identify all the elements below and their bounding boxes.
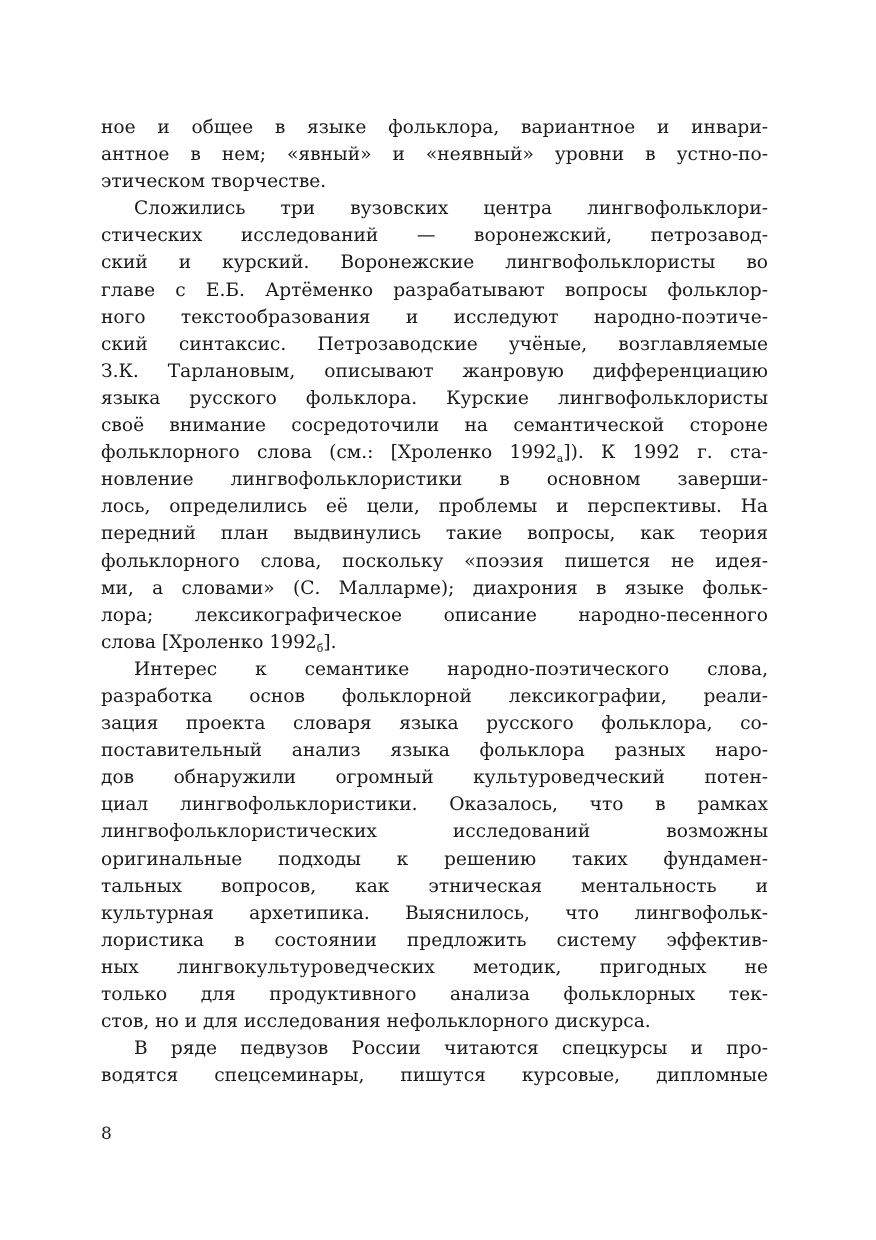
text-line: лора; лексикографическое описание народно-песенного (101, 604, 768, 626)
text-line: стов, но и для исследования нефольклорного дискурса. (101, 1011, 651, 1033)
text-line: З.К. Тарлановым, описывают жанровую дифференциацию (101, 360, 768, 382)
text-line: ных лингвокультуроведческих методик, пригодных не (101, 956, 768, 978)
text-line: ного текстообразования и исследуют народно-поэтиче- (101, 306, 768, 328)
text-line: лось, определились её цели, проблемы и перспективы. На (101, 496, 768, 518)
text-line: разработка основ фольклорной лексикографии, реали- (101, 685, 768, 707)
body-text (101, 114, 768, 1089)
subscript-mark: б (316, 641, 324, 655)
text-segment: слова [Хроленко 1992 (101, 631, 317, 653)
text-line: своё внимание сосредоточили на семантической стороне (101, 415, 768, 437)
text-segment: фольклорного слова (см.: [Хроленко 1992 (101, 442, 557, 464)
text-line: ми, а словами» (С. Малларме); диахрония в языке фольк- (101, 577, 768, 599)
text-line: новление лингвофольклористики в основном заверши- (101, 469, 768, 491)
text-line: только для продуктивного анализа фольклорных тек- (101, 984, 768, 1005)
text-line: тальных вопросов, как этническая ментальность и (101, 875, 768, 897)
text-line: лористика в состоянии предложить систему эффектив- (101, 929, 768, 951)
text-line: лингвофольклористических исследований возможны (101, 821, 768, 843)
text-line: водятся спецсеминары, пишутся курсовые, дипломные (101, 1065, 768, 1087)
text-line: В ряде педвузов России читаются спецкурсы и про- (134, 1038, 768, 1060)
text-line: ное и общее в языке фольклора, вариантное и инвари- (101, 117, 768, 138)
text-line: дов обнаружили огромный культуроведческий потен- (101, 767, 768, 789)
text-segment: ]). К 1992 г. ста- (563, 442, 768, 464)
subscript-mark: а (556, 452, 564, 466)
text-line (101, 439, 768, 466)
text-line: фольклорного слова, поскольку «поэзия пишется не идея- (101, 550, 768, 572)
page-number: 8 (101, 1124, 112, 1144)
text-line: антное в нем; «явный» и «неявный» уровни в устно-по- (101, 144, 768, 166)
text-line (101, 629, 768, 656)
text-segment: ]. (323, 631, 337, 653)
text-line: главе с Е.Б. Артёменко разрабатывают вопросы фольклор- (101, 279, 768, 301)
text-line: ский синтаксис. Петрозаводские учёные, возглавляемые (101, 333, 768, 355)
text-line: стических исследований — воронежский, петрозавод- (101, 225, 768, 247)
text-line: языка русского фольклора. Курские лингвофольклористы (101, 387, 768, 409)
text-line: Интерес к семантике народно-поэтического слова, (134, 658, 768, 680)
text-line: передний план выдвинулись такие вопросы, как теория (101, 523, 768, 545)
text-line: зация проекта словаря языка русского фольклора, со- (101, 713, 768, 735)
text-line: оригинальные подходы к решению таких фундамен- (101, 848, 768, 870)
text-line: культурная архетипика. Выяснилось, что лингвофольк- (101, 902, 768, 924)
text-line: Сложились три вузовских центра лингвофольклори- (134, 198, 768, 220)
text-line: циал лингвофольклористики. Оказалось, что в рамках (101, 794, 768, 816)
text-line: ский и курский. Воронежские лингвофольклористы во (101, 252, 768, 274)
text-line: поставительный анализ языка фольклора разных наро- (101, 740, 768, 762)
text-line: этическом творчестве. (101, 171, 327, 193)
